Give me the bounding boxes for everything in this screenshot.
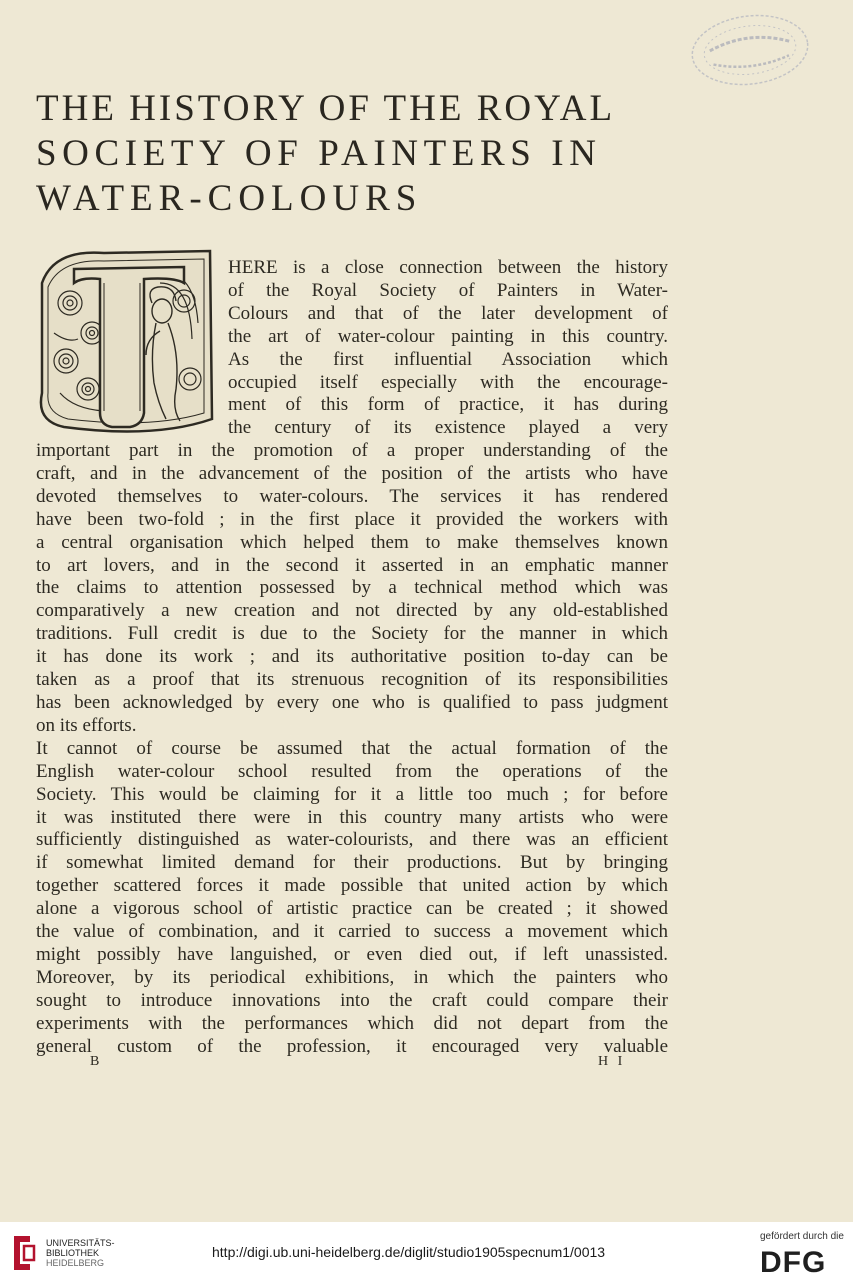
title-line-1: THE HISTORY OF THE ROYAL [36,88,616,129]
text-line: taken as a proof that its strenuous recognition of its responsibilities [36,669,668,691]
title-line-3: WATER-COLOURS [36,178,423,219]
text-line: ment of this form of practice, it has during [228,394,668,416]
text-line: have been two-fold ; in the first place it provided the workers with [36,508,668,530]
text-line: comparatively a new creation and not directed by any old-established [36,600,668,622]
text-line: if somewhat limited demand for their productions. But by bringing [36,852,668,874]
university-library-logo-icon [10,1232,36,1274]
text-line: English water-colour school resulted from the operations of the [36,760,668,782]
text-line: Moreover, by its periodical exhibitions, in which the painters who [36,966,668,988]
text-line: a central organisation which helped them to make themselves known [36,531,668,553]
text-line: HERE is a close connection between the history [228,257,668,278]
library-name [46,1238,115,1268]
text-line: important part in the promotion of a proper understanding of the [36,440,668,461]
library-name-line-1: UNIVERSITÄTS- [46,1238,115,1248]
text-line: of the Royal Society of Painters in Water- [228,279,668,301]
text-line: As the first influential Association which [228,348,668,370]
signature-mark: B [90,1054,103,1069]
body-text [36,440,668,1058]
text-line: the century of its existence played a very [228,417,668,439]
funding-caption: gefördert durch die [760,1231,844,1242]
text-line: sought to introduce innovations into the craft could compare their [36,989,668,1011]
text-line: general custom of the profession, it encouraged very valuable [36,1035,668,1057]
text-line: experiments with the performances which did not depart from the [36,1012,668,1034]
text-line: sufficiently distinguished as water-colourists, and there was an efficient [36,829,668,851]
text-line: on its efforts. [36,714,137,736]
dfg-logo: DFG [760,1246,827,1279]
text-line: the value of combination, and it carried to success a movement which [36,921,668,943]
drop-cap-paragraph [228,257,668,440]
text-line: to art lovers, and in the second it asserted in an emphatic manner [36,554,668,576]
library-name-line-2: BIBLIOTHEK [46,1248,100,1258]
text-line: traditions. Full credit is due to the Society for the manner in which [36,623,668,645]
text-line: alone a vigorous school of artistic practice can be created ; it showed [36,898,668,920]
text-line: It cannot of course be assumed that the actual formation of the [36,737,668,759]
decorated-initial-t [34,243,218,435]
text-line: together scattered forces it made possible that united action by which [36,875,668,897]
text-line: Society. This would be claiming for it a little too much ; for before [36,783,668,805]
text-line: Colours and that of the later development of [228,302,668,324]
text-line: has been acknowledged by every one who is qualified to pass judgment [36,691,668,713]
text-line: devoted themselves to water-colours. The services it has rendered [36,485,668,507]
text-line: occupied itself especially with the encourage- [228,371,668,393]
page-folio: H I [598,1054,626,1069]
article-title [36,86,676,221]
permalink-url[interactable]: http://digi.ub.uni-heidelberg.de/diglit/studio1905specnum1/0013 [212,1244,606,1260]
text-line: might possibly have languished, or even died out, if left unassisted. [36,943,668,965]
text-line: craft, and in the advancement of the position of the artists who have [36,462,668,484]
text-line: it was instituted there were in this country many artists who were [36,806,668,828]
text-line: the claims to attention possessed by a technical method which was [36,577,668,599]
text-line: the art of water-colour painting in this country. [228,325,668,347]
viewer-footer [0,1222,853,1283]
text-line: it has done its work ; and its authoritative position to-day can be [36,646,668,668]
title-line-2: SOCIETY OF PAINTERS IN [36,133,602,174]
library-stamp [684,5,816,96]
library-name-line-3: HEIDELBERG [46,1258,105,1268]
